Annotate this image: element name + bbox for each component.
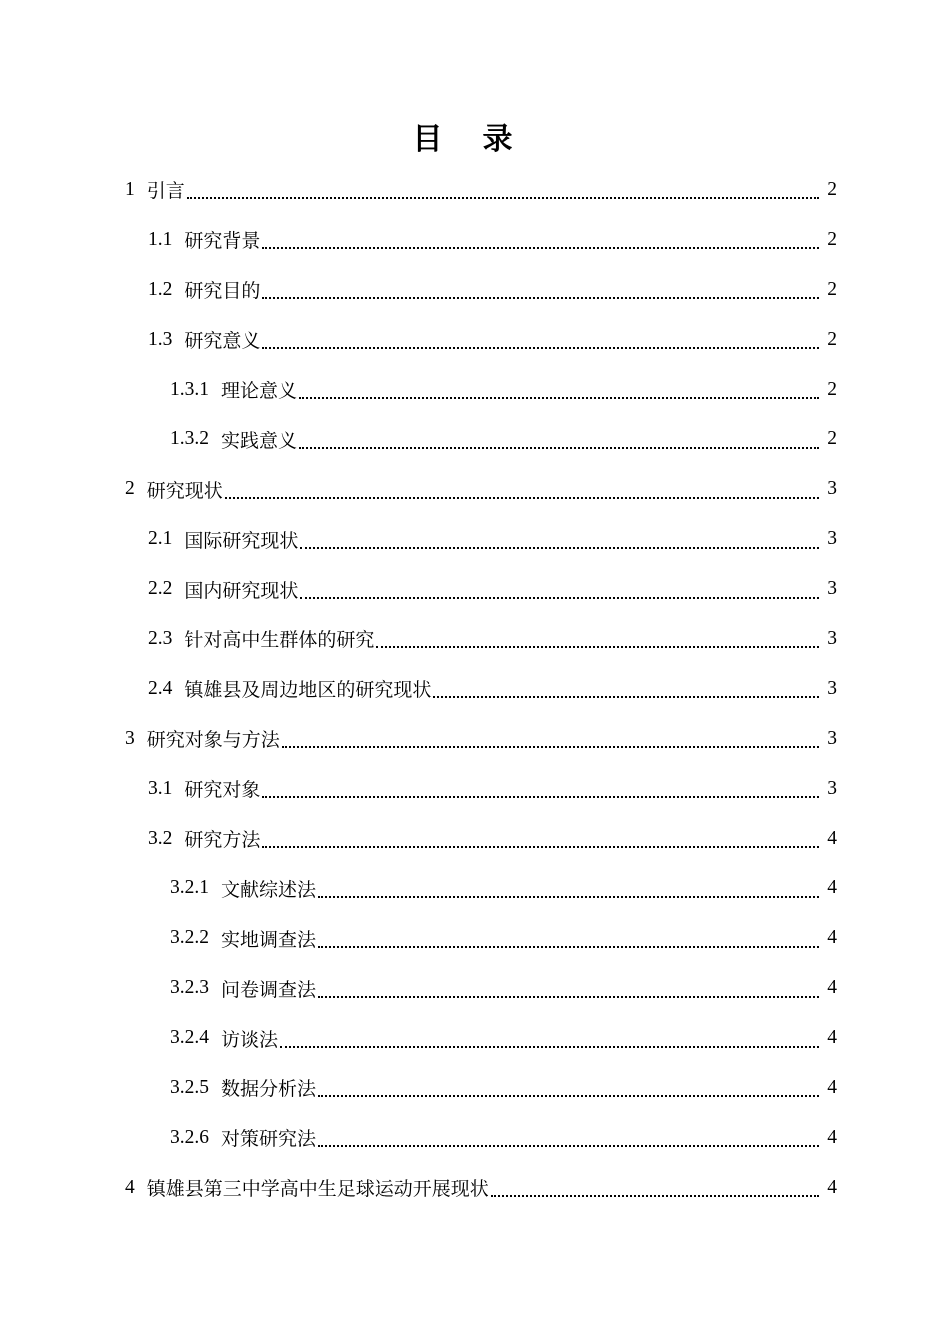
toc-entry[interactable] [0,165,950,215]
toc-entry-label: 研究对象与方法 [146,729,280,752]
toc-entry-number: 2.1 [148,528,173,550]
toc-entry-page-number: 3 [827,677,837,699]
toc-entry[interactable] [0,315,950,365]
toc-entry-label: 研究方法 [184,829,261,852]
toc-entry[interactable] [0,863,950,913]
toc-entry[interactable] [0,714,950,764]
toc-entry[interactable] [0,215,950,265]
toc-dot-leader [318,945,819,948]
toc-entry[interactable] [0,265,950,315]
toc-dot-leader [225,496,819,499]
toc-entry[interactable] [0,963,950,1013]
toc-entry-page-number: 3 [827,727,837,749]
toc-entry-number: 1.1 [148,228,173,250]
toc-entry-label: 访谈法 [221,1028,279,1051]
toc-entry-number: 2.2 [148,578,173,600]
toc-entry-label: 文献综述法 [221,878,317,901]
toc-entry-number: 3.2 [148,827,173,849]
toc-entry-page-number: 2 [827,228,837,250]
toc-entry[interactable] [0,464,950,514]
toc-entry-number: 3.2.3 [170,977,209,999]
toc-entry-label: 实地调查法 [221,928,317,951]
toc-entry[interactable] [0,1013,950,1063]
toc-entry[interactable] [0,564,950,614]
toc-entry[interactable] [0,414,950,464]
toc-entry-page-number: 3 [827,528,837,550]
toc-dot-leader [299,396,819,399]
toc-entry-label: 引言 [146,180,185,203]
toc-dot-leader [299,446,819,449]
toc-entry-number: 2 [125,478,135,500]
toc-dot-leader [300,596,819,599]
toc-dot-leader [318,895,819,898]
toc-dot-leader [262,296,819,299]
toc-entry-number: 2.3 [148,627,173,649]
toc-entry-label: 国际研究现状 [184,529,299,552]
table-of-contents [0,165,950,1213]
toc-entry[interactable] [0,614,950,664]
toc-dot-leader [491,1194,819,1197]
toc-entry-label: 研究背景 [184,230,261,253]
toc-entry[interactable] [0,664,950,714]
toc-dot-leader [376,645,819,648]
toc-dot-leader [262,845,819,848]
toc-entry[interactable] [0,1113,950,1163]
toc-dot-leader [433,695,819,698]
toc-dot-leader [187,196,819,199]
toc-entry-page-number: 3 [827,578,837,600]
toc-entry-page-number: 2 [827,378,837,400]
toc-entry-number: 3.1 [148,777,173,799]
toc-entry-page-number: 2 [827,178,837,200]
toc-entry-page-number: 4 [827,827,837,849]
toc-entry-number: 3.2.6 [170,1126,209,1148]
toc-entry-number: 4 [125,1176,135,1198]
toc-entry-number: 3.2.5 [170,1076,209,1098]
toc-entry-label: 理论意义 [221,380,298,402]
toc-entry[interactable] [0,1163,950,1213]
toc-entry-number: 1 [125,178,135,200]
toc-entry[interactable] [0,1063,950,1113]
toc-entry-page-number: 4 [827,1126,837,1148]
toc-entry-page-number: 4 [827,1176,837,1198]
toc-entry-label: 镇雄县第三中学高中生足球运动开展现状 [146,1178,489,1201]
toc-dot-leader [280,1045,819,1048]
toc-entry-number: 1.3 [148,328,173,350]
toc-entry-number: 3.2.1 [170,877,209,899]
toc-entry-number: 1.3.1 [170,378,209,400]
toc-entry-label: 针对高中生群体的研究 [184,629,375,652]
toc-entry-number: 3.2.4 [170,1027,209,1049]
toc-entry-page-number: 4 [827,1076,837,1098]
toc-entry-page-number: 4 [827,977,837,999]
toc-entry-label: 实践意义 [221,429,298,452]
toc-entry[interactable] [0,514,950,564]
toc-entry-page-number: 4 [827,877,837,899]
toc-entry[interactable] [0,764,950,814]
toc-entry-label: 问卷调查法 [221,978,317,1001]
toc-entry-label: 镇雄县及周边地区的研究现状 [184,679,432,702]
toc-entry-page-number: 3 [827,777,837,799]
toc-title: 目录 [412,122,553,157]
toc-dot-leader [262,795,819,798]
toc-entry-number: 1.3.2 [170,428,209,450]
toc-entry[interactable] [0,814,950,864]
toc-entry-label: 研究意义 [184,330,261,353]
toc-entry-page-number: 3 [827,478,837,500]
toc-entry[interactable] [0,365,950,415]
toc-entry-page-number: 3 [827,627,837,649]
toc-entry-page-number: 2 [827,428,837,450]
toc-entry-label: 研究对象 [184,779,261,802]
toc-entry-number: 2.4 [148,677,173,699]
toc-dot-leader [318,1094,819,1097]
toc-dot-leader [318,995,819,998]
toc-entry-page-number: 4 [827,1027,837,1049]
toc-dot-leader [262,346,819,349]
toc-entry-number: 3 [125,727,135,749]
toc-entry-page-number: 2 [827,278,837,300]
toc-entry-page-number: 4 [827,927,837,949]
toc-entry-number: 1.2 [148,278,173,300]
toc-dot-leader [262,246,819,249]
toc-dot-leader [318,1144,819,1147]
toc-entry-number: 3.2.2 [170,927,209,949]
toc-entry-label: 国内研究现状 [184,579,299,602]
toc-entry-label: 研究目的 [184,280,261,303]
toc-entry[interactable] [0,913,950,963]
toc-dot-leader [282,745,819,748]
toc-entry-label: 研究现状 [146,479,223,502]
toc-dot-leader [300,546,819,549]
toc-entry-label: 数据分析法 [221,1078,317,1101]
toc-entry-label: 对策研究法 [221,1128,317,1151]
toc-entry-page-number: 2 [827,328,837,350]
